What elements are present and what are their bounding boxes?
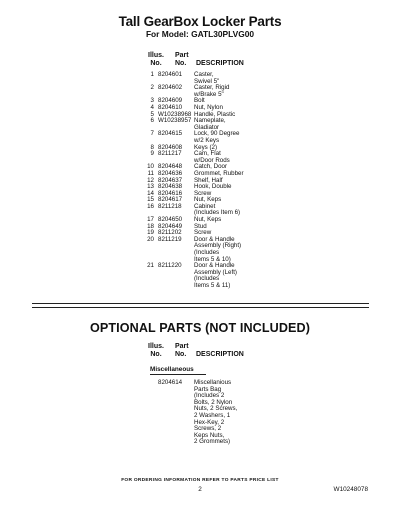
part-number: 8204617 [158,196,183,204]
opt-col-illus-header [147,343,165,359]
part-description [194,85,304,98]
opt-col-illus-label-1: Illus. [148,343,164,350]
col-part-label-2: No. [175,60,187,68]
description-line: Nut, Keps [194,216,222,224]
part-description [194,263,304,289]
description-line: Door & Handle [194,262,235,270]
illus-number: 1 [150,71,154,78]
opt-col-part-label-1: Part [175,343,189,350]
part-description [194,131,304,144]
model-subtitle: For Model: GATL30PLVG00 [145,29,255,39]
part-number: 8204601 [158,71,183,78]
part-number: 8204649 [158,222,183,230]
divider-bottom [32,307,369,308]
part-number: 8204648 [158,163,183,171]
illus-number: 17 [147,216,154,224]
section-heading-miscellaneous: Miscellaneous [150,366,194,373]
ordering-note: FOR ORDERING INFORMATION REFER TO PARTS PRICE LIST [121,478,279,483]
optional-parts-table [142,380,304,446]
part-row [142,380,304,446]
description-line: (Includes [194,275,220,283]
description-line: Assembly (Left) [194,268,237,276]
description-line: Handle, Plastic [194,110,236,118]
illus-number: 3 [150,97,154,105]
illus-number: 2 [150,84,154,92]
description-line: Hex-Key, 2 [194,418,225,426]
part-number: 8211218 [158,202,182,210]
illus-number: 12 [147,176,154,184]
description-line: Items 5 & 10) [194,255,231,263]
part-description [194,380,304,446]
part-number: W10238968 [158,110,192,118]
description-line: Catch, Door [194,163,228,171]
col-illus-header [147,52,165,68]
description-line: 2 Washers, 1 [194,411,231,419]
part-number: 8211202 [158,229,182,237]
document-number: W10248078 [333,486,368,493]
description-line: 2 Grommets) [194,438,231,446]
col-part-label-1: Part [175,52,189,59]
part-number: 8204638 [158,183,183,191]
col-illus-label-2: No. [150,60,162,68]
part-description [194,237,304,263]
illus-number: 19 [147,229,154,237]
description-line: w/2 Keys [194,136,220,144]
illus-number: 16 [147,202,154,210]
col-illus-label-1: Illus. [148,52,164,59]
description-line: Door & Handle [194,235,235,243]
description-line: Cam, Flat [194,150,221,158]
description-line: Caster, Rigid [194,84,230,92]
part-row [142,263,304,289]
part-number: 8204636 [158,169,183,177]
optional-parts-title: OPTIONAL PARTS (NOT INCLUDED) [89,321,311,335]
description-line: Assembly (Right) [194,242,242,250]
opt-col-illus-label-2: No. [150,351,162,359]
description-line: Nuts, 2 Screws, [194,405,238,413]
description-line: Bolt [194,97,205,105]
part-number: 8204602 [158,84,183,92]
parts-table [142,72,304,290]
illus-number: 7 [150,130,154,138]
description-line: Screw [194,189,212,197]
opt-col-part-label-2: No. [175,351,187,359]
description-line: Items 5 & 11) [194,282,231,289]
illus-number: 13 [147,183,154,191]
description-line: Miscellanious [194,379,232,386]
part-row [142,131,304,144]
description-line: Bolts, 2 Nylon [194,398,233,406]
description-line: Gladiator [194,123,220,131]
page-number: 2 [198,486,202,493]
description-line: w/Brake 5" [194,90,224,98]
page-title: Tall GearBox Locker Parts [118,14,282,29]
illus-number: 18 [147,222,154,230]
description-line: Nameplate, [194,117,226,125]
opt-col-description-header: DESCRIPTION [196,351,244,359]
part-number: W10238957 [158,117,192,125]
description-line: (Includes Item 6) [194,209,241,217]
part-number: 8211219 [158,235,182,243]
illus-number: 15 [147,196,154,204]
description-line: Cabinet [194,202,216,210]
part-number: 8204608 [158,143,183,151]
description-line: Shelf, Half [194,176,223,184]
description-line: Nut, Keps [194,196,222,204]
description-line: Keps Nuts, [194,431,225,439]
description-line: Hook, Double [194,183,232,191]
description-line: Lock, 90 Degree [194,130,240,138]
description-line: Stud [194,222,207,230]
description-line: Swivel 5" [194,77,220,85]
illus-number: 9 [150,150,154,158]
illus-number: 11 [147,169,154,177]
description-line: Keys (2) [194,143,218,151]
part-number: 8204615 [158,130,183,138]
part-description [194,217,304,224]
illus-number: 4 [150,103,154,111]
description-line: Parts Bag [194,385,222,393]
col-description-header: DESCRIPTION [196,60,244,68]
illus-number: 5 [150,110,154,118]
description-line: Screws, 2 [194,425,222,433]
description-line: Grommet, Rubber [194,169,244,177]
description-line: Screw [194,229,212,237]
part-number: 8204614 [158,379,183,386]
description-line: (Includes [194,249,220,257]
part-number: 8204609 [158,97,183,105]
divider-top [32,303,369,304]
description-line: Caster, [194,71,214,78]
part-number: 8204616 [158,189,183,197]
description-line: (Includes 2 [194,392,225,400]
part-row [142,237,304,263]
illus-number: 21 [147,262,154,270]
illus-number: 8 [150,143,154,151]
illus-number: 6 [150,117,154,125]
part-number: 8204610 [158,103,183,111]
part-number: 8211220 [158,262,182,270]
illus-number: 10 [147,163,154,171]
part-number: 8204637 [158,176,183,184]
part-number: 8204650 [158,216,183,224]
illus-number: 14 [147,189,154,197]
illus-number: 20 [147,235,154,243]
description-line: w/Door Rods [194,156,230,164]
description-line: Nut, Nylon [194,103,223,111]
section-underline [150,374,206,375]
illus-number [142,380,158,446]
part-number: 8211217 [158,150,182,158]
